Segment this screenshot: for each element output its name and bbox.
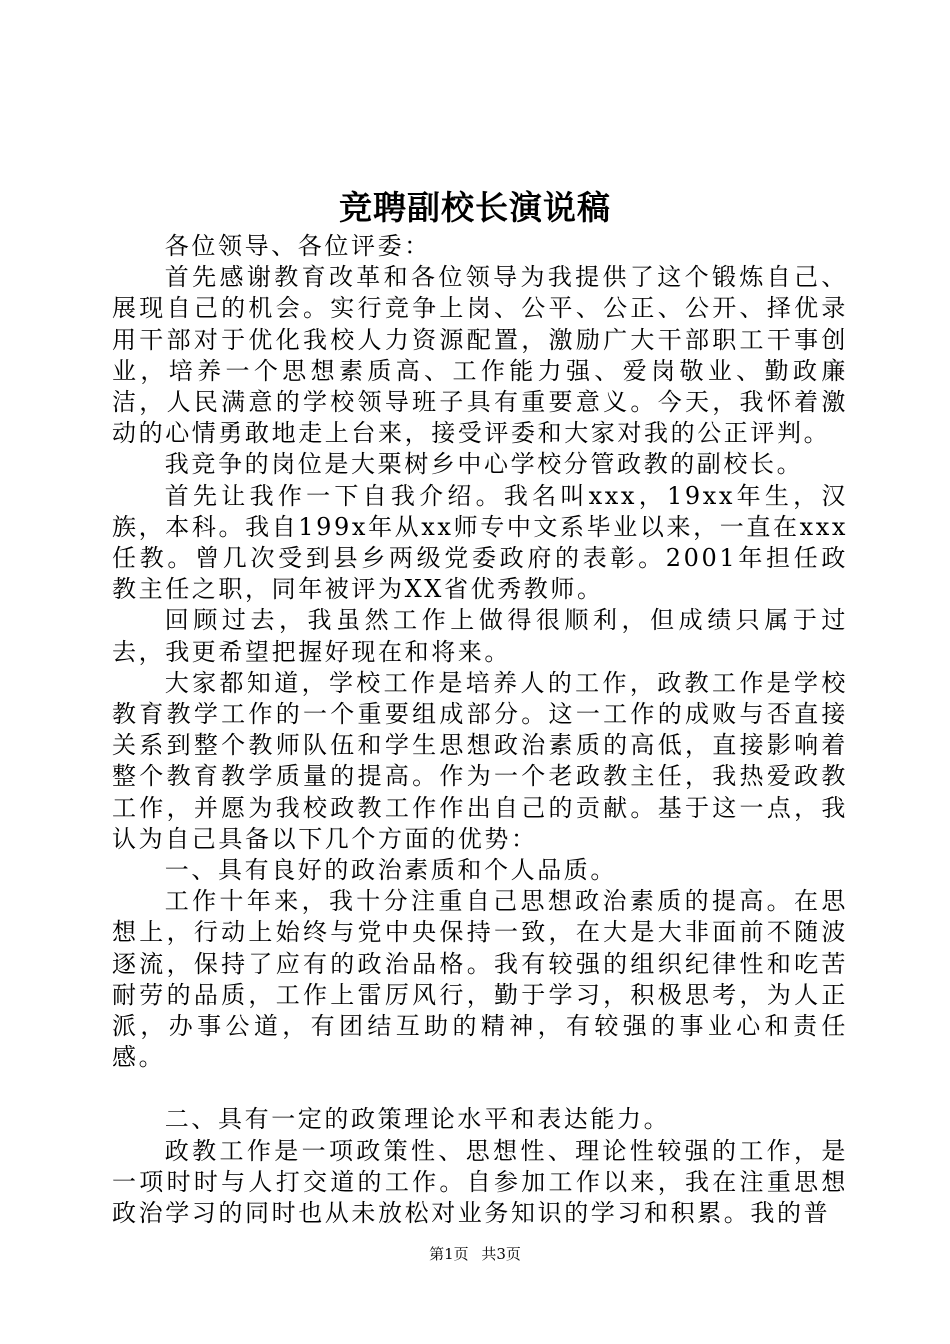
paragraph-self-intro: 首先让我作一下自我介绍。我名叫xxx，19xx年生，汉族，本科。我自199x年从xx师专中文系毕业以来，一直在xxx任教。曾几次受到县乡两级党委政府的表彰。2001年担任政教主任之职，同年被评为XX省优秀教师。	[112, 481, 848, 604]
paragraph-review: 回顾过去，我虽然工作上做得很顺利，但成绩只属于过去，我更希望把握好现在和将来。	[112, 606, 848, 666]
section-heading-1: 一、具有良好的政治素质和个人品质。	[164, 856, 617, 885]
paragraph-opening: 首先感谢教育改革和各位领导为我提供了这个锻炼自己、展现自己的机会。实行竞争上岗、公平、公正、公开、择优录用干部对于优化我校人力资源配置，激励广大干部职工干事创业，培养一个思想素质高、工作能力强、爱岗敬业、勤政廉洁，人民满意的学校领导班子具有重要意义。今天，我怀着激动的心情勇敢地走上台来，接受评委和大家对我的公正评判。	[112, 263, 848, 448]
document-title: 竞聘副校长演说稿	[339, 188, 611, 227]
paragraph-political-quality: 工作十年来，我十分注重自己思想政治素质的提高。在思想上，行动上始终与党中央保持一致，在大是大非面前不随波逐流，保持了应有的政治品格。我有较强的组织纪律性和吃苦耐劳的品质，工作上雷厉风行，勤于学习，积极思考，为人正派，办事公道，有团结互助的精神，有较强的事业心和责任感。	[112, 887, 848, 1072]
paragraph-position: 我竞争的岗位是大栗树乡中心学校分管政教的副校长。	[164, 450, 804, 479]
paragraph-salutation: 各位领导、各位评委：	[164, 232, 431, 260]
section-heading-2: 二、具有一定的政策理论水平和表达能力。	[164, 1105, 671, 1134]
page-total: 共3页	[481, 1245, 521, 1263]
paragraph-policy-theory: 政教工作是一项政策性、思想性、理论性较强的工作，是一项时时与人打交道的工作。自参加工作以来，我在注重思想政治学习的同时也从未放松对业务知识的学习和积累。我的普	[112, 1136, 848, 1228]
paragraph-work-importance: 大家都知道，学校工作是培养人的工作，政教工作是学校教育教学工作的一个重要组成部分。这一工作的成败与否直接关系到整个教师队伍和学生思想政治素质的高低，直接影响着整个教育教学质量的提高。作为一个老政教主任，我热爱政教工作，并愿为我校政教工作作出自己的贡献。基于这一点，我认为自己具备以下几个方面的优势：	[112, 668, 848, 853]
page-number: 第1页	[429, 1245, 469, 1263]
document-body	[112, 231, 848, 1229]
page-footer	[0, 1244, 950, 1264]
